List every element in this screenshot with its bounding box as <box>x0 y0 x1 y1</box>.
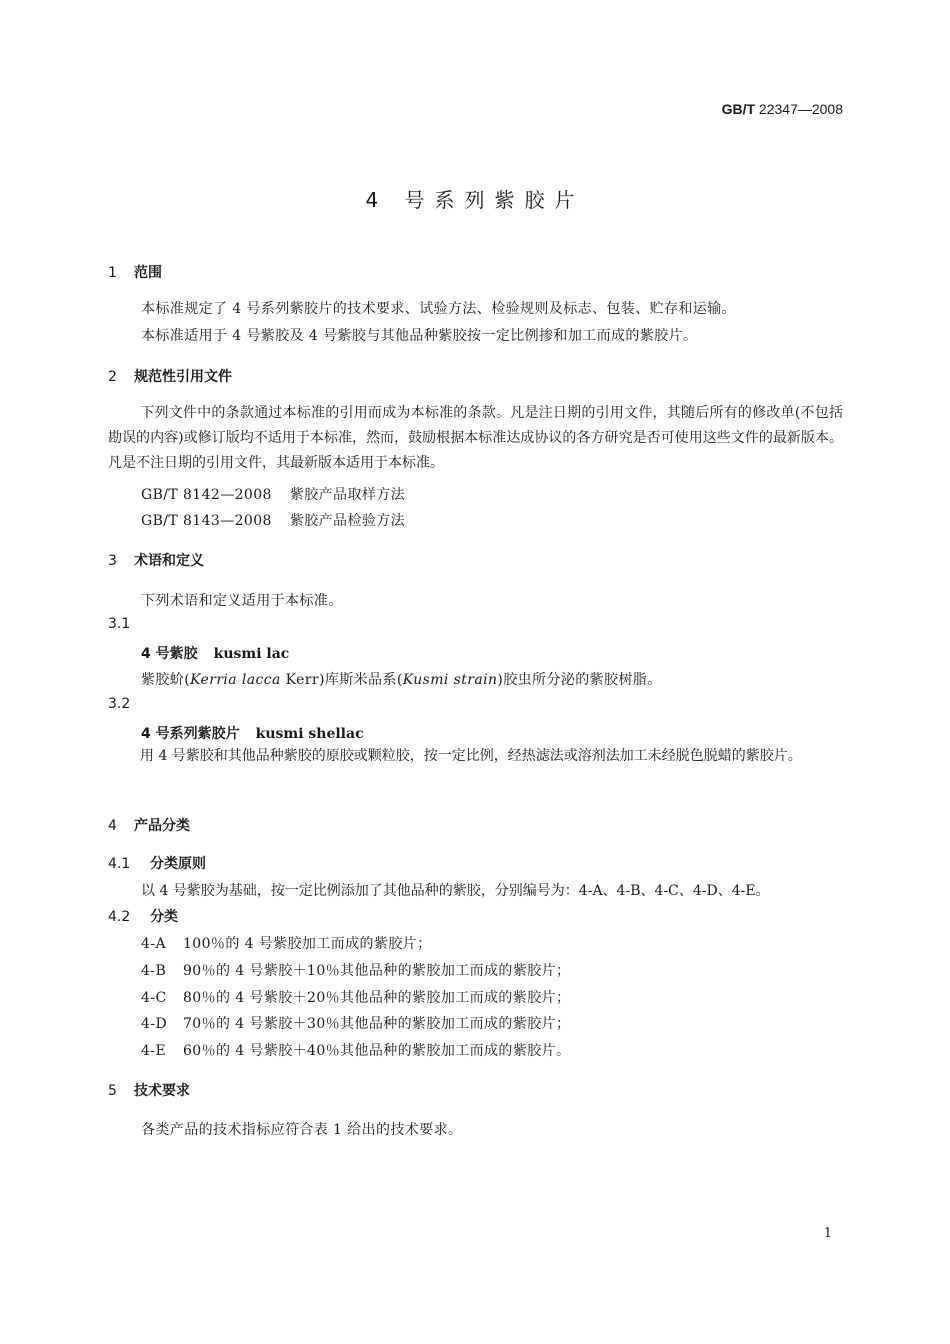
class-description: 80％的 4 号紫胶＋20％其他品种的紫胶加工而成的紫胶片； <box>183 990 571 1006</box>
section-4-1-heading <box>108 853 206 873</box>
section-4-1-paragraph: 以 4 号紫胶为基础，按一定比例添加了其他品种的紫胶，分别编号为：4-A、4-B、4-C、4-D、4-E。 <box>141 883 770 899</box>
standard-code-number: 22347—2008 <box>758 101 843 117</box>
strain-name: Kusmi strain <box>402 672 498 688</box>
term-3-1 <box>141 643 289 663</box>
section-title: 产品分类 <box>134 818 190 834</box>
section-5-heading <box>108 1080 190 1100</box>
term-3-1-number: 3.1 <box>108 616 131 632</box>
section-title: 技术要求 <box>134 1083 190 1099</box>
section-2-heading <box>108 366 232 386</box>
class-description: 70％的 4 号紫胶＋30％其他品种的紫胶加工而成的紫胶片； <box>183 1016 571 1032</box>
class-code: 4-E <box>141 1043 167 1059</box>
section-3-paragraph-1: 下列术语和定义适用于本标准。 <box>141 593 343 609</box>
section-3-heading <box>108 550 204 570</box>
document-title: 4 号系列紫胶片 <box>365 188 585 212</box>
term-3-2-number: 3.2 <box>108 696 131 712</box>
term-3-2-definition-text: 用 4 号紫胶和其他品种紫胶的原胶或颗粒胶，按一定比例，经热滤法或溶剂法加工未经脱色脱蜡的紫胶片。 <box>140 748 802 764</box>
section-number: 4.2 <box>108 909 131 925</box>
section-number: 1 <box>108 265 117 281</box>
standard-code <box>722 101 843 117</box>
classification-item <box>141 1040 570 1060</box>
reference-code: GB/T 8143—2008 <box>141 513 272 529</box>
class-code: 4-C <box>141 990 167 1006</box>
normative-reference <box>141 510 405 530</box>
section-number: 4.1 <box>108 856 131 872</box>
definition-text: )胶虫所分泌的紫胶树脂。 <box>497 672 662 688</box>
term-zh: 4 号紫胶 <box>141 646 198 662</box>
section-1-heading <box>108 262 162 282</box>
class-code: 4-D <box>141 1016 168 1032</box>
term-en: kusmi shellac <box>255 726 364 742</box>
class-description: 90％的 4 号紫胶＋10％其他品种的紫胶加工而成的紫胶片； <box>183 963 571 979</box>
section-4-2-heading <box>108 906 178 926</box>
section-number: 2 <box>108 369 117 385</box>
species-name: Kerria lacca <box>190 672 281 688</box>
reference-title: 紫胶产品检验方法 <box>289 513 406 529</box>
section-title: 术语和定义 <box>134 553 204 569</box>
term-3-2 <box>141 723 364 743</box>
section-title: 规范性引用文件 <box>134 369 232 385</box>
class-code: 4-B <box>141 963 167 979</box>
classification-item <box>141 1013 570 1033</box>
section-5-paragraph: 各类产品的技术指标应符合表 1 给出的技术要求。 <box>141 1122 463 1138</box>
term-3-2-definition <box>108 744 843 769</box>
standard-code-prefix: GB/T <box>721 101 756 117</box>
section-number: 4 <box>108 818 117 834</box>
reference-code: GB/T 8142—2008 <box>141 487 272 503</box>
section-1-paragraph-2: 本标准适用于 4 号紫胶及 4 号紫胶与其他品种紫胶按一定比例掺和加工而成的紫胶片。 <box>141 328 698 344</box>
section-1-paragraph-1: 本标准规定了 4 号系列紫胶片的技术要求、试验方法、检验规则及标志、包装、贮存和运输。 <box>141 301 737 317</box>
class-code: 4-A <box>141 936 166 952</box>
definition-text: Kerr)库斯米品系( <box>280 672 403 688</box>
classification-item <box>141 987 570 1007</box>
normative-reference <box>141 484 405 504</box>
section-number: 3 <box>108 553 117 569</box>
reference-title: 紫胶产品取样方法 <box>289 487 406 503</box>
class-description: 60％的 4 号紫胶＋40％其他品种的紫胶加工而成的紫胶片。 <box>183 1043 571 1059</box>
page-number: 1 <box>823 1226 832 1241</box>
section-title: 分类原则 <box>150 856 206 872</box>
section-2-paragraph-1 <box>108 401 843 476</box>
class-description: 100％的 4 号紫胶加工而成的紫胶片； <box>183 936 432 952</box>
term-3-1-definition <box>141 669 662 689</box>
section-title: 范围 <box>134 265 162 281</box>
section-number: 5 <box>108 1083 117 1099</box>
section-4-heading <box>108 815 190 835</box>
term-zh: 4 号系列紫胶片 <box>141 726 240 742</box>
classification-item <box>141 960 570 980</box>
section-2-paragraph-1-text: 下列文件中的条款通过本标准的引用而成为本标准的条款。凡是注日期的引用文件，其随后所有的修改单(不包括勘误的内容)或修订版均不适用于本标准，然而，鼓励根据本标准达成协议的各方研究是否可使用这些文件的最新版本。凡是不注日期的引用文件，其最新版本适用于本标准。 <box>108 405 843 471</box>
section-title: 分类 <box>150 909 178 925</box>
definition-text: 紫胶蚧( <box>141 672 191 688</box>
term-en: kusmi lac <box>213 646 290 662</box>
classification-item <box>141 933 432 953</box>
